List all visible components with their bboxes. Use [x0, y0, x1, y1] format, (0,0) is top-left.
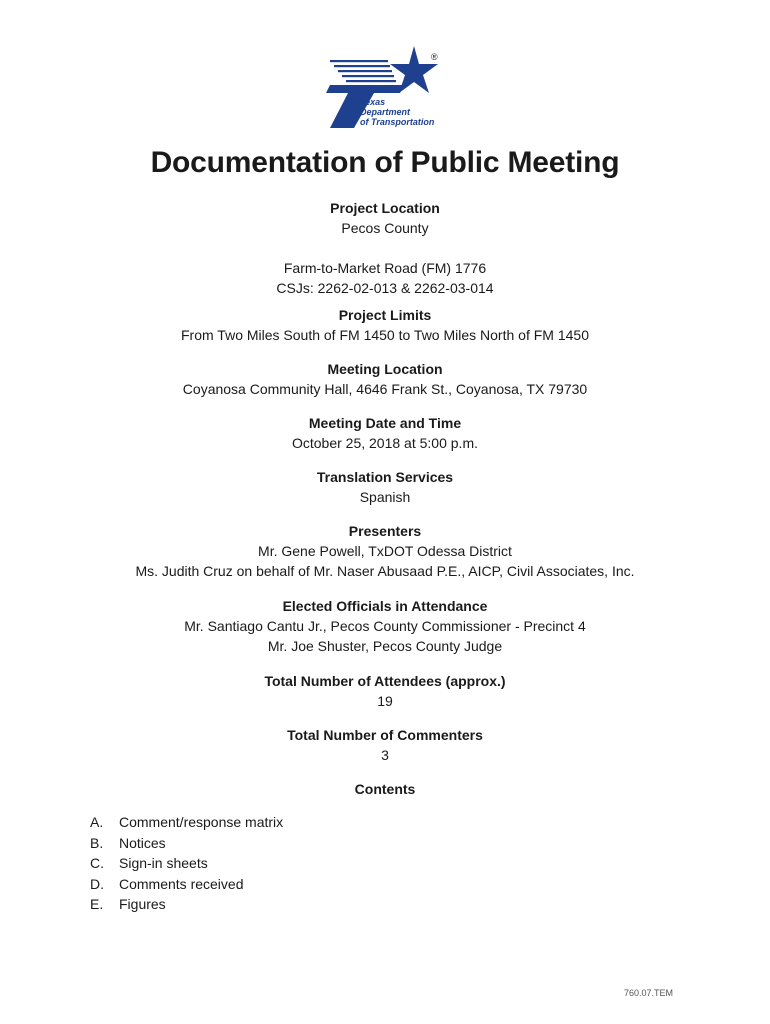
list-item-text: Sign-in sheets: [119, 855, 208, 872]
section-line: CSJs: 2262-02-013 & 2262-03-014: [276, 280, 494, 296]
section-heading: Meeting Date and Time: [308, 415, 462, 431]
section-heading: Translation Services: [316, 469, 454, 485]
list-item-text: Notices: [119, 834, 166, 851]
list-item-text: Comments received: [119, 875, 244, 892]
section-total-commenters: [0, 725, 770, 765]
logo-line-3: of Transportation: [360, 117, 435, 127]
section-heading: Presenters: [348, 523, 422, 539]
list-item: [90, 853, 283, 874]
list-item-letter: A.: [90, 814, 104, 830]
section-heading: Total Number of Commenters: [287, 727, 483, 743]
section-line: Mr. Gene Powell, TxDOT Odessa District: [258, 543, 512, 559]
logo-line-1: Texas: [360, 97, 386, 107]
section-line: From Two Miles South of FM 1450 to Two Miles North of FM 1450: [181, 327, 589, 343]
section-total-attendees: [0, 671, 770, 711]
section-presenters: [0, 521, 770, 581]
section-line: Mr. Joe Shuster, Pecos County Judge: [267, 638, 503, 654]
section-heading: Contents: [354, 781, 416, 797]
section-meeting-date-time: [0, 413, 770, 453]
list-item-letter: E.: [90, 896, 104, 913]
logo-line-2: Department: [360, 107, 411, 117]
page-title: Documentation of Public Meeting: [150, 146, 620, 179]
registered-mark: ®: [431, 52, 438, 62]
section-project-location: [0, 198, 770, 298]
list-item: [90, 833, 283, 854]
list-item-letter: C.: [90, 855, 104, 872]
section-line: Pecos County: [341, 220, 429, 236]
logo-wordmark: [360, 97, 434, 127]
contents-list: [90, 812, 283, 915]
section-heading: Meeting Location: [327, 361, 443, 377]
section-line: Coyanosa Community Hall, 4646 Frank St., Coyanosa, TX 79730: [182, 381, 588, 397]
list-item-letter: D.: [90, 875, 104, 892]
section-meeting-location: [0, 359, 770, 399]
list-item: [90, 894, 283, 915]
section-line: 3: [381, 747, 389, 763]
section-line: Mr. Santiago Cantu Jr., Pecos County Commissioner - Precinct 4: [184, 618, 586, 634]
list-item: [90, 874, 283, 895]
list-item-letter: B.: [90, 834, 104, 851]
section-line: Ms. Judith Cruz on behalf of Mr. Naser Abusaad P.E., AICP, Civil Associates, Inc.: [135, 563, 635, 579]
section-translation-services: [0, 467, 770, 507]
section-heading: Total Number of Attendees (approx.): [264, 673, 506, 689]
section-heading: Elected Officials in Attendance: [282, 598, 488, 614]
list-item-text: Figures: [119, 896, 166, 913]
section-project-limits: [0, 305, 770, 345]
section-heading: Project Limits: [338, 307, 432, 323]
list-item: [90, 812, 283, 833]
section-line: October 25, 2018 at 5:00 p.m.: [291, 435, 478, 451]
list-item-text: Comment/response matrix: [119, 814, 284, 830]
section-line: Spanish: [359, 489, 411, 505]
section-contents: [0, 779, 770, 799]
form-code: 760.07.TEM: [624, 988, 674, 998]
section-heading: Project Location: [330, 200, 440, 216]
section-line: Farm-to-Market Road (FM) 1776: [283, 260, 487, 276]
section-line: [0, 238, 770, 258]
section-line: 19: [377, 693, 393, 709]
section-elected-officials: [0, 596, 770, 656]
